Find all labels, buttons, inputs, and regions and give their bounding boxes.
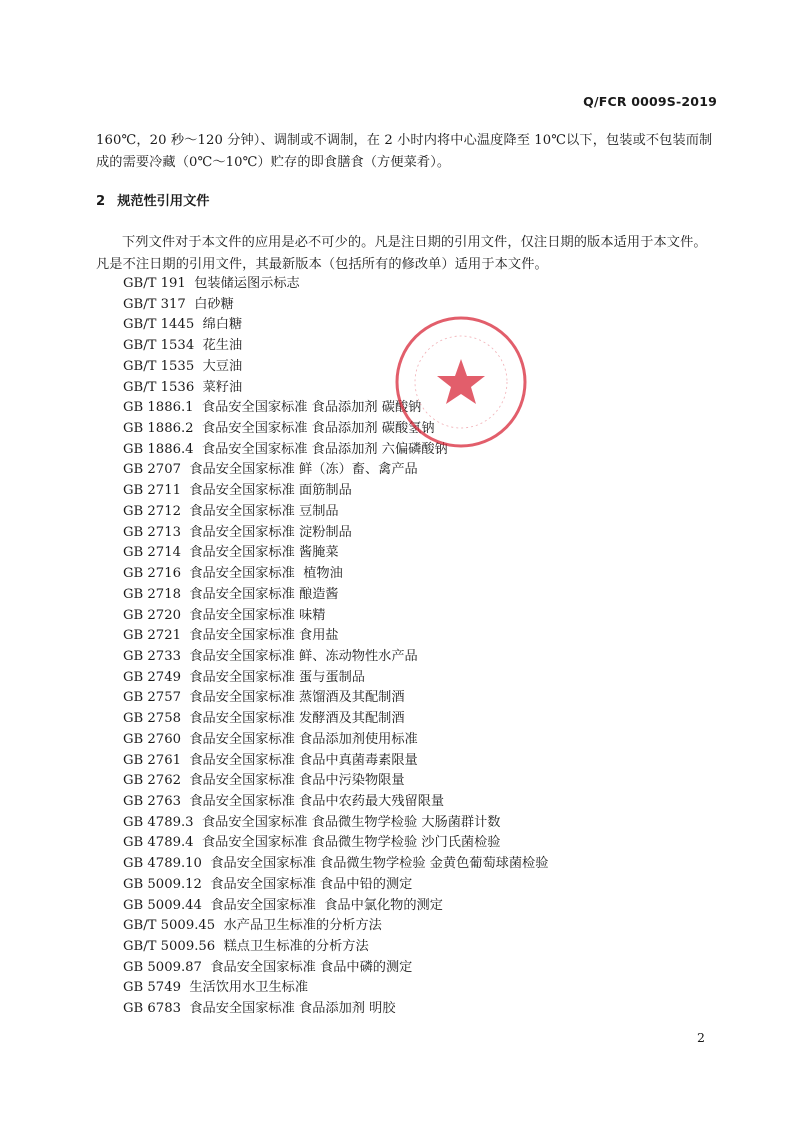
reference-item: GB 2749 食品安全国家标准 蛋与蛋制品 bbox=[123, 669, 365, 685]
reference-item: GB 2713 食品安全国家标准 淀粉制品 bbox=[123, 524, 352, 540]
page-number: 2 bbox=[697, 1030, 705, 1045]
reference-item: GB 2761 食品安全国家标准 食品中真菌毒素限量 bbox=[123, 752, 418, 768]
reference-item: GB 5009.87 食品安全国家标准 食品中磷的测定 bbox=[123, 959, 413, 975]
reference-item: GB 1886.1 食品安全国家标准 食品添加剂 碳酸钠 bbox=[123, 400, 422, 416]
reference-item: GB 5009.12 食品安全国家标准 食品中铅的测定 bbox=[123, 876, 413, 892]
reference-item: GB 2757 食品安全国家标准 蒸馏酒及其配制酒 bbox=[123, 690, 405, 706]
document-code: Q/FCR 0009S-2019 bbox=[583, 94, 717, 109]
reference-item: GB 1886.2 食品安全国家标准 食品添加剂 碳酸氢钠 bbox=[123, 421, 435, 437]
section-number: 2 bbox=[96, 194, 106, 209]
reference-item: GB 4789.3 食品安全国家标准 食品微生物学检验 大肠菌群计数 bbox=[123, 814, 501, 830]
reference-item: GB 2716 食品安全国家标准 植物油 bbox=[123, 566, 343, 582]
reference-item: GB/T 1535 大豆油 bbox=[123, 358, 243, 374]
intro-paragraph: 160℃，20 秒～120 分钟）、调制或不调制，在 2 小时内将中心温度降至 10℃以下，包装或不包装而制成的需要冷藏（0℃～10℃）贮存的即食膳食（方便菜肴）。 bbox=[96, 133, 713, 170]
reference-item: GB 4789.10 食品安全国家标准 食品微生物学检验 金黄色葡萄球菌检验 bbox=[123, 856, 549, 872]
section-heading bbox=[96, 190, 210, 209]
reference-item: GB 2762 食品安全国家标准 食品中污染物限量 bbox=[123, 773, 405, 789]
reference-item: GB 2760 食品安全国家标准 食品添加剂使用标准 bbox=[123, 731, 418, 747]
reference-item: GB 6783 食品安全国家标准 食品添加剂 明胶 bbox=[123, 1001, 396, 1017]
reference-item: GB 2733 食品安全国家标准 鲜、冻动物性水产品 bbox=[123, 648, 418, 664]
reference-item: GB 2711 食品安全国家标准 面筋制品 bbox=[123, 483, 352, 499]
reference-item: GB 2718 食品安全国家标准 酿造酱 bbox=[123, 586, 339, 602]
reference-item: GB 5749 生活饮用水卫生标准 bbox=[123, 980, 309, 996]
reference-item: GB/T 191 包装储运图示标志 bbox=[123, 276, 300, 291]
reference-item: GB 2721 食品安全国家标准 食用盐 bbox=[123, 628, 339, 644]
reference-item: GB 2707 食品安全国家标准 鲜（冻）畜、禽产品 bbox=[123, 462, 418, 478]
reference-item: GB 5009.44 食品安全国家标准 食品中氯化物的测定 bbox=[123, 897, 443, 913]
reference-item: GB/T 1536 菜籽油 bbox=[123, 379, 243, 395]
reference-item: GB 2758 食品安全国家标准 发酵酒及其配制酒 bbox=[123, 711, 405, 727]
reference-item: GB 2714 食品安全国家标准 酱腌菜 bbox=[123, 545, 339, 561]
reference-item: GB 2763 食品安全国家标准 食品中农药最大残留限量 bbox=[123, 793, 445, 809]
reference-item: GB/T 1534 花生油 bbox=[123, 338, 243, 354]
section-title: 规范性引用文件 bbox=[117, 194, 210, 209]
reference-item: GB 2712 食品安全国家标准 豆制品 bbox=[123, 503, 339, 519]
reference-item: GB 2720 食品安全国家标准 味精 bbox=[123, 607, 326, 623]
section-paragraph: 下列文件对于本文件的应用是必不可少的。凡是注日期的引用文件，仅注日期的版本适用于本文件。凡是不注日期的引用文件，其最新版本（包括所有的修改单）适用于本文件。 bbox=[96, 235, 707, 272]
reference-item: GB/T 1445 绵白糖 bbox=[123, 317, 243, 333]
reference-item: GB/T 5009.56 糕点卫生标准的分析方法 bbox=[123, 939, 369, 954]
reference-item: GB 4789.4 食品安全国家标准 食品微生物学检验 沙门氏菌检验 bbox=[123, 835, 501, 851]
reference-item: GB/T 5009.45 水产品卫生标准的分析方法 bbox=[123, 918, 382, 934]
reference-item: GB/T 317 白砂糖 bbox=[123, 296, 234, 312]
reference-list bbox=[123, 274, 548, 1020]
reference-item: GB 1886.4 食品安全国家标准 食品添加剂 六偏磷酸钠 bbox=[123, 441, 448, 457]
